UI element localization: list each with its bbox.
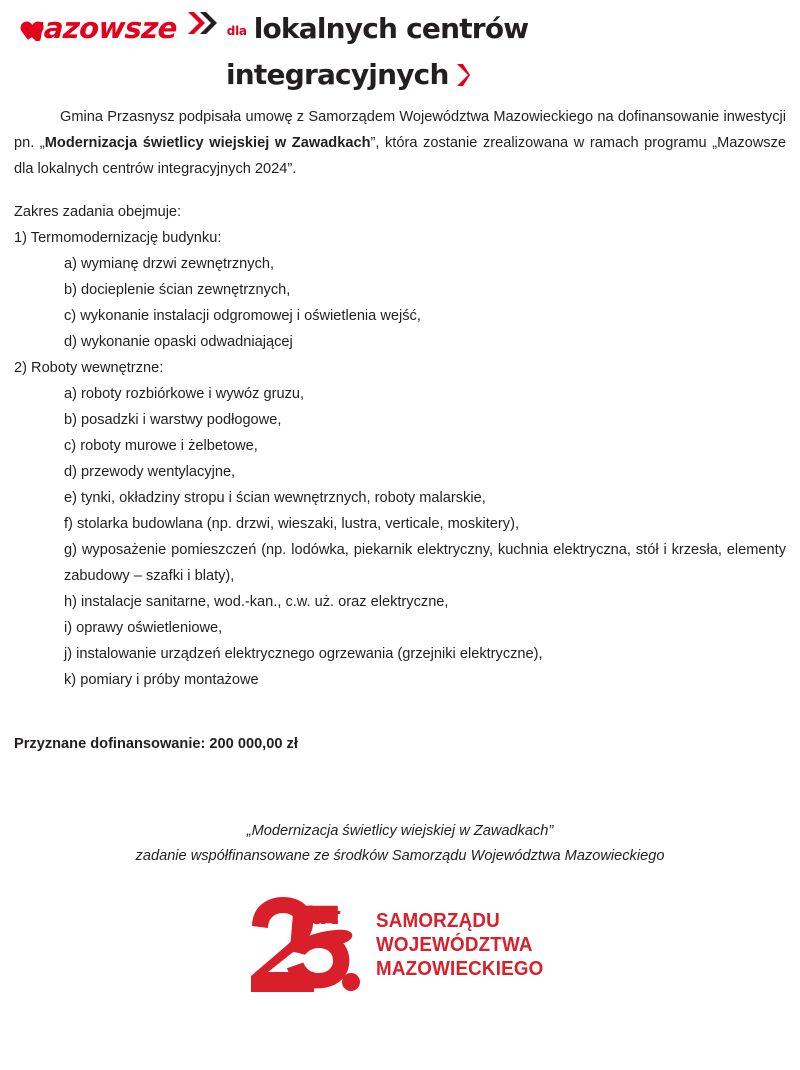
lead-text-part-1: Gmina Przasnysz podpisała umowę z Samorządem Województwa Mazowieckiego na dofinansowanie inwestycji pn. „: [14, 109, 786, 151]
chevron-right-icon: [455, 62, 472, 88]
list-item: i) oprawy oświetleniowe,: [64, 620, 223, 636]
closing-block: [14, 819, 786, 869]
footer-logo-words: [376, 909, 543, 981]
header-logo-row-1: [22, 12, 542, 52]
footer-logo-inner: [246, 893, 554, 997]
list-item: k) pomiary i próby montażowe: [64, 672, 259, 688]
scope-heading: Zakres zadania obejmuje:: [14, 204, 182, 220]
project-title-bold: Modernizacja świetlicy wiejskiej w Zawadkach: [44, 135, 371, 151]
header-logo-row-2: [226, 57, 542, 93]
document-body: [14, 104, 786, 869]
list-item: c) roboty murowe i żelbetowe,: [64, 438, 258, 454]
mazowsze-wordmark-text: azowsze: [43, 11, 178, 45]
list-item: b) docieplenie ścian zewnętrznych,: [64, 282, 291, 298]
list-item: d) przewody wentylacyjne,: [64, 464, 236, 480]
svg-text:lat: lat: [303, 902, 340, 930]
dla-label: dla: [226, 24, 247, 38]
footer-logo: [0, 893, 800, 997]
list-item: f) stolarka budowlana (np. drzwi, wieszaki, lustra, verticale, moskitery),: [64, 516, 519, 532]
footer-logo-line-3: MAZOWIECKIEGO: [375, 958, 544, 980]
list-item: d) wykonanie opaski odwadniającej: [64, 334, 293, 350]
footer-logo-line-1: SAMORZĄDU: [375, 910, 500, 932]
header-logo: [22, 12, 542, 90]
closing-line-2: zadanie współfinansowane ze środków Samorządu Województwa Mazowieckiego: [135, 848, 665, 864]
list-item: a) wymianę drzwi zewnętrznych,: [64, 256, 275, 272]
closing-line-1: „Modernizacja świetlicy wiejskiej w Zawadkach”: [246, 823, 554, 839]
list-item: j) instalowanie urządzeń elektrycznego ogrzewania (grzejniki elektryczne),: [64, 646, 543, 662]
header-logo-line-2: integracyjnych: [226, 58, 449, 91]
section-1-heading: 1) Termomodernizację budynku:: [14, 230, 222, 246]
list-item: b) posadzki i warstwy podłogowe,: [64, 412, 282, 428]
header-logo-line-1: lokalnych centrów: [253, 12, 529, 45]
list-item: g) wyposażenie pomieszczeń (np. lodówka, piekarnik elektryczny, kuchnia elektryczna, stół i krzesła, elementy zabudowy – szafki i blaty),: [64, 542, 786, 584]
funding-amount: Przyznane dofinansowanie: 200 000,00 zł: [14, 736, 298, 752]
lead-text-part-2: ”, która zostanie zrealizowana w ramach programu „Mazowsze dla lokalnych centrów integracyjnych 2024”.: [14, 135, 787, 177]
section-2-heading: 2) Roboty wewnętrzne:: [14, 360, 164, 376]
double-chevron-right-icon: [186, 10, 220, 36]
list-item: a) roboty rozbiórkowe i wywóz gruzu,: [64, 386, 305, 402]
mazowsze-wordmark: [21, 11, 178, 45]
list-item: e) tynki, okładziny stropu i ścian wewnętrznych, roboty malarskie,: [64, 490, 486, 506]
list-item: c) wykonanie instalacji odgromowej i oświetlenia wejść,: [64, 308, 421, 324]
list-item: h) instalacje sanitarne, wod.-kan., c.w. uż. oraz elektryczne,: [64, 594, 449, 610]
heart-icon: [21, 20, 45, 41]
footer-logo-line-2: WOJEWÓDZTWA: [375, 934, 533, 956]
25-lat-mark-icon: [246, 893, 364, 997]
lead-paragraph: [14, 104, 786, 182]
